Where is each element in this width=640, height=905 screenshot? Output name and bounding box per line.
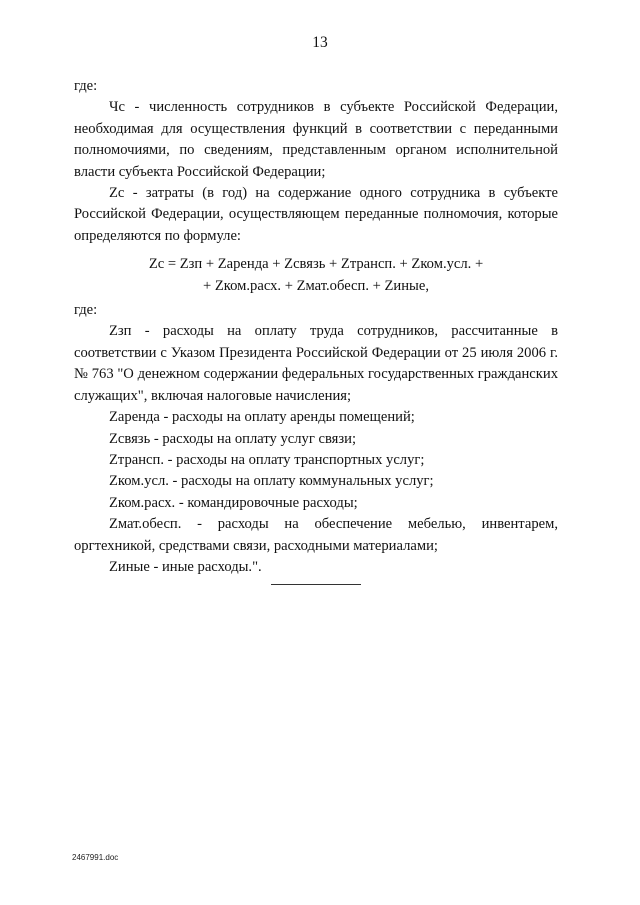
paragraph-zc-definition: Zc - затраты (в год) на содержание одного сотрудника в субъекте Российской Федерации, осуществляющем переданные полномочия, которые определяются по формуле: bbox=[74, 185, 558, 244]
formula-line-1: Zc = Zзп + Zаренда + Zсвязь + Zтрансп. + Zком.усл. + bbox=[148, 256, 484, 273]
paragraph-zmatobesp-definition: Zмат.обесп. - расходы на обеспечение мебелью, инвентарем, оргтехникой, средствами связи, расходными материалами; bbox=[74, 516, 558, 554]
paragraph-ztransp-definition: Zтрансп. - расходы на оплату транспортных услуг; bbox=[109, 451, 425, 468]
paragraph-zsvyaz-definition: Zсвязь - расходы на оплату услуг связи; bbox=[109, 430, 356, 447]
page-number: 13 bbox=[312, 34, 328, 51]
formula-block bbox=[74, 254, 558, 297]
paragraph-where-2: где: bbox=[74, 302, 98, 319]
paragraph-chs-definition: Чс - численность сотрудников в субъекте Российской Федерации, необходимая для осуществления функций в соответствии с переданными полномочиями, по сведениям, представленным органом исполнительной власти субъекта Российской Федерации; bbox=[74, 99, 558, 180]
paragraph-zarenda-definition: Zаренда - расходы на оплату аренды помещений; bbox=[109, 409, 415, 426]
footer-file-name: 2467991.doc bbox=[72, 853, 119, 862]
paragraph-zkomusl-definition: Zком.усл. - расходы на оплату коммунальных услуг; bbox=[109, 473, 434, 490]
paragraph-zkomrash-definition: Zком.расх. - командировочные расходы; bbox=[109, 494, 358, 511]
document-body bbox=[74, 76, 558, 578]
paragraph-where-1: где: bbox=[74, 78, 98, 94]
formula-line-2: + Zком.расх. + Zмат.обесп. + Zиные, bbox=[203, 277, 429, 294]
paragraph-ziniye-definition: Zиные - иные расходы.". bbox=[109, 558, 262, 575]
paragraph-zzp-definition: Zзп - расходы на оплату труда сотрудников, рассчитанные в соответствии с Указом Президента Российской Федерации от 25 июля 2006 г. № 763 "О денежном содержании федеральных государственных гражданских служащих", включая налоговые начисления; bbox=[74, 323, 558, 404]
section-separator-line bbox=[271, 584, 361, 585]
